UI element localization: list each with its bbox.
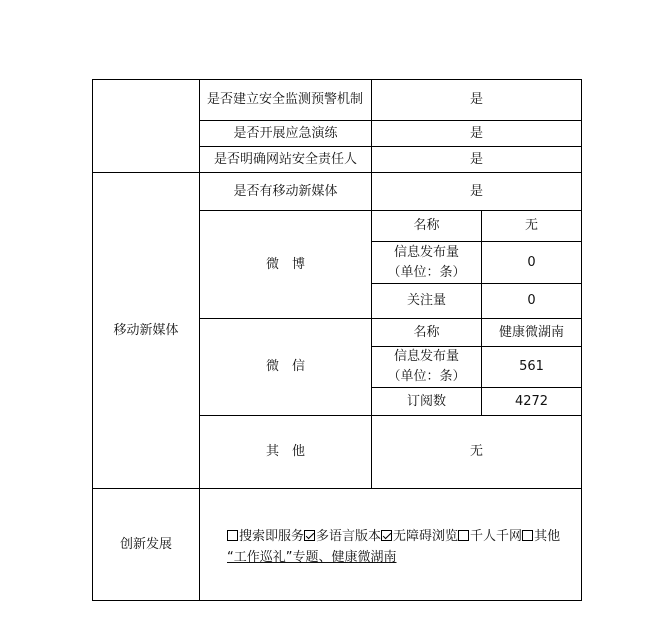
wechat-name-label: 名称 xyxy=(413,324,440,340)
wechat-name-value: 健康微湖南 xyxy=(498,324,564,340)
option-search-service[interactable]: 搜索即服务 xyxy=(227,529,304,544)
weibo-label: 微 博 xyxy=(265,256,305,272)
innovation-note: “工作巡礼”专题、健康微湖南 xyxy=(227,550,397,565)
option-accessibility[interactable]: 无障碍浏览 xyxy=(381,529,458,544)
wechat-posts-label: 信息发布量（单位：条） xyxy=(387,349,466,384)
weibo-follow-label: 关注量 xyxy=(406,293,446,308)
weibo-posts-label: 信息发布量（单位：条） xyxy=(387,244,466,280)
drill-label: 是否开展应急演练 xyxy=(233,125,338,141)
weibo-name-label: 名称 xyxy=(413,218,440,233)
responsible-label: 是否明确网站安全责任人 xyxy=(213,151,357,167)
drill-value: 是 xyxy=(469,125,483,141)
wechat-subs-value: 4272 xyxy=(514,393,549,409)
wechat-posts-value: 561 xyxy=(519,359,544,374)
weibo-follow-value: 0 xyxy=(527,293,536,308)
option-personalized[interactable]: 千人千网 xyxy=(458,529,522,544)
other-media-label: 其 他 xyxy=(265,444,305,459)
checkbox-unchecked-icon[interactable] xyxy=(458,530,469,541)
option-multilingual[interactable]: 多语言版本 xyxy=(304,529,381,544)
checkbox-checked-icon[interactable] xyxy=(304,530,315,541)
wechat-subs-label: 订阅数 xyxy=(406,393,446,409)
checkbox-unchecked-icon[interactable] xyxy=(227,530,238,541)
monitoring-label: 是否建立安全监测预警机制 xyxy=(206,92,363,107)
wechat-label: 微 信 xyxy=(265,359,305,374)
checkbox-checked-icon[interactable] xyxy=(381,530,392,541)
checkbox-unchecked-icon[interactable] xyxy=(522,530,533,541)
innovation-section-label: 创新发展 xyxy=(119,536,172,552)
monitoring-value: 是 xyxy=(469,92,483,107)
mobile-media-section-label: 移动新媒体 xyxy=(113,322,179,338)
other-media-value: 无 xyxy=(469,444,483,459)
has-media-label: 是否有移动新媒体 xyxy=(233,183,338,199)
innovation-option-list xyxy=(227,526,579,547)
weibo-name-value: 无 xyxy=(524,218,538,233)
option-other[interactable]: 其他 xyxy=(522,529,560,544)
responsible-value: 是 xyxy=(469,151,483,167)
innovation-options xyxy=(227,526,579,568)
table-border-right xyxy=(581,79,582,601)
weibo-posts-value: 0 xyxy=(527,254,536,270)
table-border-bottom xyxy=(92,600,582,601)
has-media-value: 是 xyxy=(469,183,483,199)
